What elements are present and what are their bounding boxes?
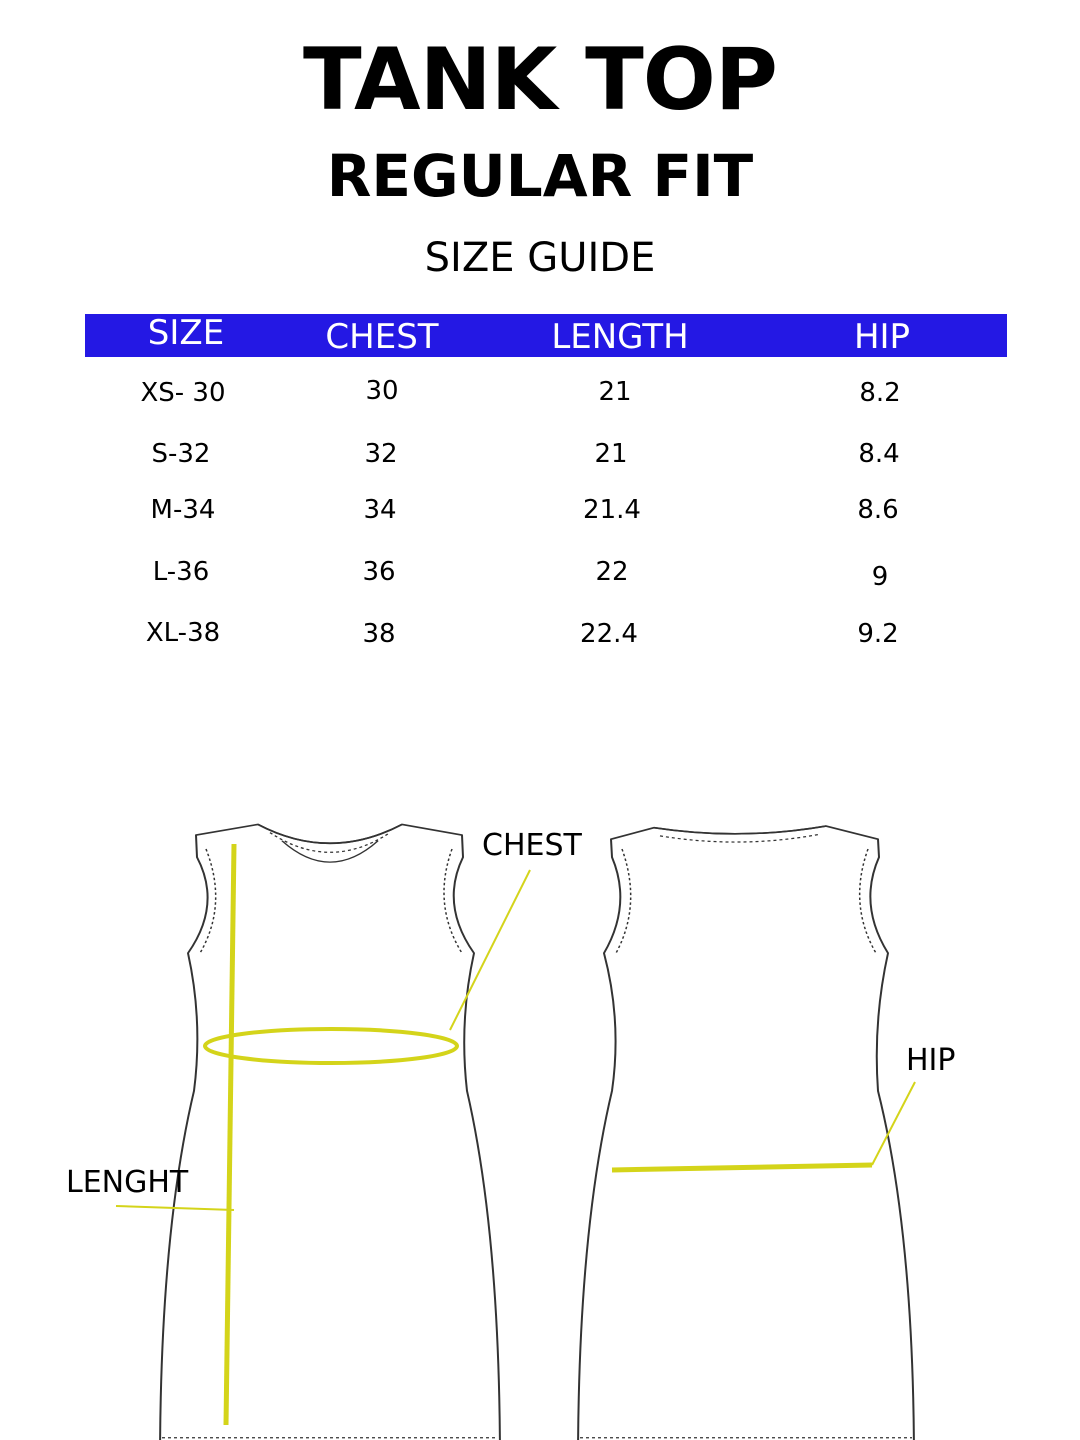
cell-chest: 34 <box>363 495 397 525</box>
size-guide-label: SIZE GUIDE <box>424 235 656 281</box>
length-label: LENGHT <box>66 1165 189 1200</box>
cell-chest: 36 <box>362 557 396 587</box>
column-header-length: LENGTH <box>551 317 689 357</box>
cell-chest: 30 <box>365 376 399 406</box>
cell-size: XS- 30 <box>140 378 226 408</box>
cell-size: XL-38 <box>145 618 221 648</box>
chest-label: CHEST <box>482 828 582 863</box>
cell-chest: 38 <box>362 619 396 649</box>
cell-hip: 9 <box>871 562 889 592</box>
tank-top-diagram <box>0 820 1080 1440</box>
column-header-hip: HIP <box>853 317 911 357</box>
cell-chest: 32 <box>364 439 398 469</box>
cell-length: 22.4 <box>580 619 638 649</box>
cell-size: M-34 <box>150 495 216 525</box>
cell-length: 21.4 <box>583 495 641 525</box>
column-header-size: SIZE <box>147 313 225 353</box>
back-tank-top-illustration <box>578 826 914 1440</box>
front-tank-top-illustration <box>160 824 510 1440</box>
hip-label: HIP <box>906 1043 956 1078</box>
page-title: TANK TOP <box>303 30 777 130</box>
cell-length: 22 <box>595 557 629 587</box>
cell-size: S-32 <box>151 439 211 469</box>
fit-subtitle: REGULAR FIT <box>326 142 754 210</box>
cell-hip: 8.6 <box>857 495 899 525</box>
cell-hip: 8.4 <box>858 439 900 469</box>
cell-length: 21 <box>594 439 628 469</box>
cell-length: 21 <box>598 377 632 407</box>
column-header-chest: CHEST <box>325 317 439 357</box>
cell-hip: 9.2 <box>857 619 899 649</box>
cell-size: L-36 <box>152 557 210 587</box>
cell-hip: 8.2 <box>859 378 901 408</box>
